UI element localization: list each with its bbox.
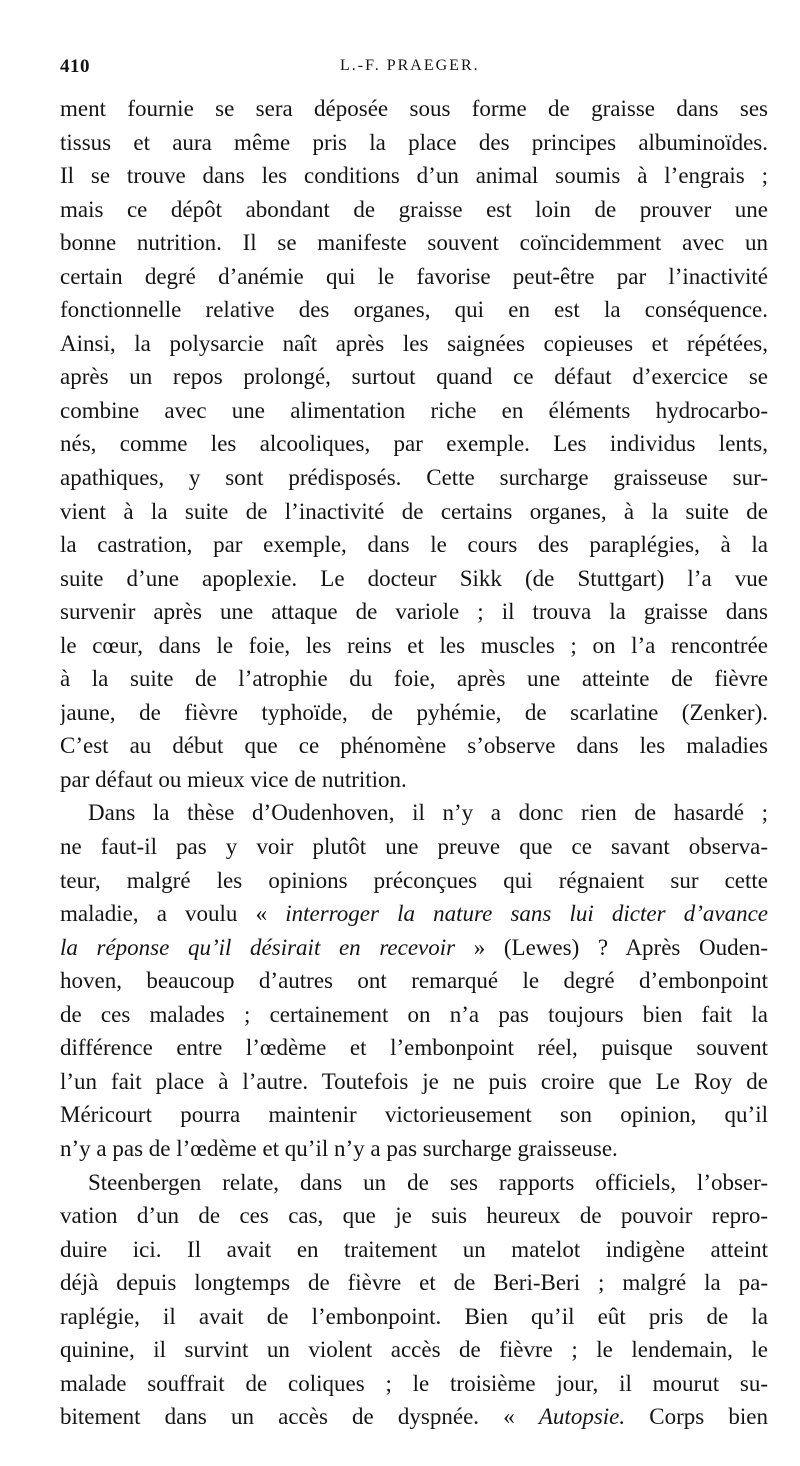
text-line: différence entre l’œdème et l’embonpoint réel, puisque souvent <box>60 1035 768 1061</box>
text-line: Steenbergen relate, dans un de ses rapports officiels, l’obser- <box>88 1169 768 1195</box>
text-line: hoven, beaucoup d’autres ont remarqué le degré d’embonpoint <box>60 968 768 994</box>
text-line: quinine, il survint un violent accès de fièvre ; le lendemain, le <box>60 1337 768 1363</box>
text-line: mais ce dépôt abondant de graisse est loin de prouver une <box>60 196 768 222</box>
text-line: malade souffrait de coliques ; le troisième jour, il mourut su- <box>60 1370 768 1396</box>
text-line: maladie, a voulu « interroger la nature sans lui dicter d’avance <box>60 901 768 927</box>
body-text <box>60 92 768 1434</box>
text-line: n’y a pas de l’œdème et qu’il n’y a pas surcharge graisseuse. <box>60 1135 618 1161</box>
text-line: le cœur, dans le foie, les reins et les muscles ; on l’a rencontrée <box>60 632 768 658</box>
text-line: suite d’une apoplexie. Le docteur Sikk (de Stuttgart) l’a vue <box>60 565 768 591</box>
text-line: jaune, de fièvre typhoïde, de pyhémie, de scarlatine (Zenker). <box>60 699 768 725</box>
page-number: 410 <box>60 56 90 77</box>
text-line: vation d’un de ces cas, que je suis heureux de pouvoir repro- <box>60 1203 768 1229</box>
text-line: après un repos prolongé, surtout quand ce défaut d’exercice se <box>60 364 768 390</box>
text-line: certain degré d’anémie qui le favorise peut-être par l’inactivité <box>60 263 768 289</box>
text-line: Il se trouve dans les conditions d’un animal soumis à l’engrais ; <box>60 163 768 189</box>
text-line: la castration, par exemple, dans le cours des paraplégies, à la <box>60 532 768 558</box>
text-line: Méricourt pourra maintenir victorieusement son opinion, qu’il <box>60 1102 768 1128</box>
text-line: teur, malgré les opinions préconçues qui régnaient sur cette <box>60 867 768 893</box>
text-line: C’est au début que ce phénomène s’observe dans les maladies <box>60 733 768 759</box>
text-line: Ainsi, la polysarcie naît après les saignées copieuses et répétées, <box>60 330 768 356</box>
text-line: combine avec une alimentation riche en éléments hydrocarbo- <box>60 397 768 423</box>
text-line: duire ici. Il avait en traitement un matelot indigène atteint <box>60 1236 768 1262</box>
text-line: bitement dans un accès de dyspnée. « Autopsie. Corps bien <box>60 1404 768 1430</box>
text-line: survenir après une attaque de variole ; il trouva la graisse dans <box>60 599 768 625</box>
text-line: l’un fait place à l’autre. Toutefois je ne puis croire que Le Roy de <box>60 1068 768 1094</box>
text-line: ne faut-il pas y voir plutôt une preuve que ce savant observa- <box>60 834 768 860</box>
text-line: ment fournie se sera déposée sous forme de graisse dans ses <box>60 96 768 121</box>
text-line: raplégie, il avait de l’embonpoint. Bien qu’il eût pris de la <box>60 1303 768 1329</box>
text-line: à la suite de l’atrophie du foie, après une atteinte de fièvre <box>60 666 768 692</box>
text-line: tissus et aura même pris la place des principes albuminoïdes. <box>60 129 768 155</box>
running-title: L.-F. PRAEGER. <box>340 57 480 74</box>
text-line: vient à la suite de l’inactivité de certains organes, à la suite de <box>60 498 768 524</box>
text-line: fonctionnelle relative des organes, qui en est la conséquence. <box>60 297 768 323</box>
text-line: Dans la thèse d’Oudenhoven, il n’y a donc rien de hasardé ; <box>88 800 768 826</box>
text-line: la réponse qu’il désirait en recevoir » (Lewes) ? Après Ouden- <box>60 934 768 960</box>
text-line: nés, comme les alcooliques, par exemple. Les individus lents, <box>60 431 768 457</box>
running-head <box>60 56 768 86</box>
text-line: de ces malades ; certainement on n’a pas toujours bien fait la <box>60 1001 768 1027</box>
text-line: déjà depuis longtemps de fièvre et de Beri-Beri ; malgré la pa- <box>60 1270 768 1296</box>
text-line: apathiques, y sont prédisposés. Cette surcharge graisseuse sur- <box>60 465 768 491</box>
text-line: par défaut ou mieux vice de nutrition. <box>60 766 407 792</box>
text-line: bonne nutrition. Il se manifeste souvent coïncidemment avec un <box>60 230 768 256</box>
